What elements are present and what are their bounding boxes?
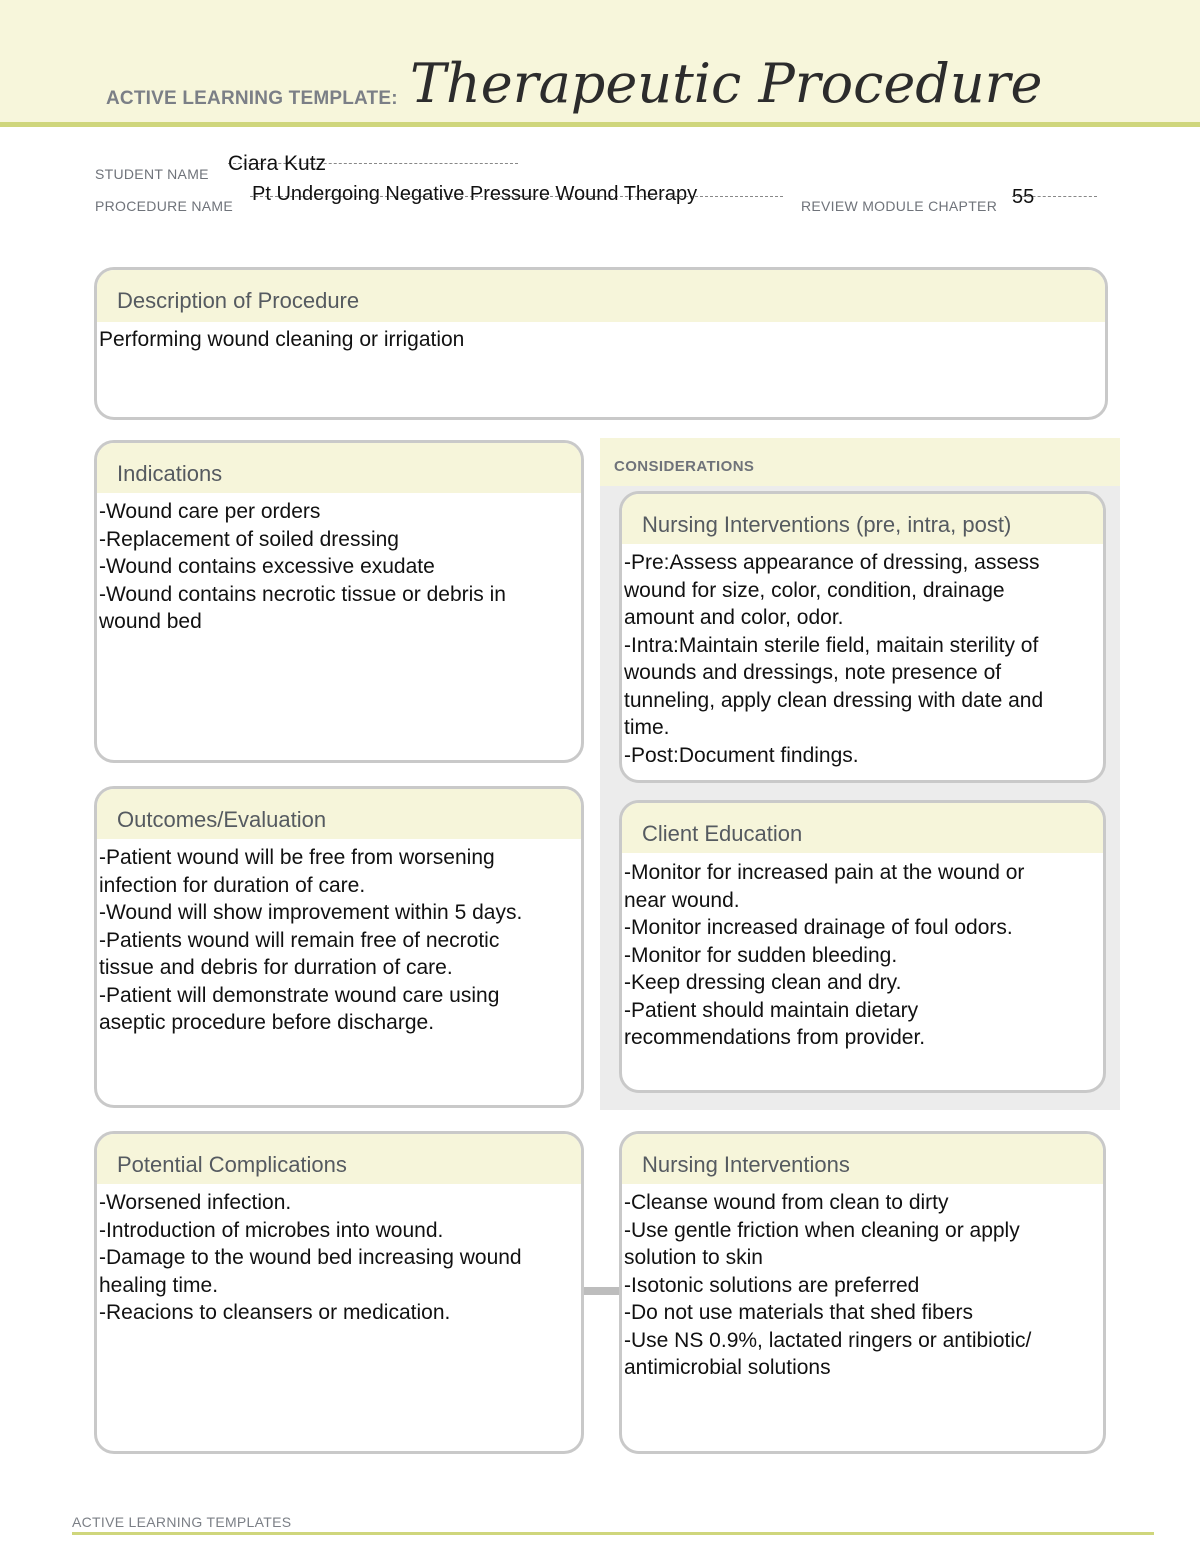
list-item: solution to skin (624, 1246, 763, 1269)
considerations-label: CONSIDERATIONS (614, 458, 755, 475)
client-education-body[interactable] (624, 859, 1097, 1052)
description-box (94, 267, 1108, 420)
header-rule (0, 122, 1200, 127)
outcomes-box (94, 786, 584, 1108)
list-item: -Wound will show improvement within 5 days. (99, 901, 523, 924)
list-item: -Replacement of soiled dressing (99, 527, 399, 551)
list-item: -Monitor for sudden bleeding. (624, 943, 898, 967)
list-item: -Patients wound will remain free of necrotic (99, 928, 500, 952)
list-item: -Wound contains excessive exudate (99, 555, 435, 578)
list-item: -Worsened infection. (99, 1191, 292, 1214)
list-item: antimicrobial solutions (624, 1356, 831, 1379)
list-item: -Do not use materials that shed fibers (624, 1301, 974, 1324)
list-item: -Post:Document findings. (624, 743, 859, 767)
procedure-name-field[interactable]: Pt Undergoing Negative Pressure Wound Therapy (252, 183, 698, 205)
description-body[interactable] (99, 326, 1099, 354)
list-item: -Patient wound will be free from worsening (99, 846, 495, 869)
list-item: wound bed (99, 610, 202, 633)
nursing-interventions-phases-title: Nursing Interventions (pre, intra, post) (642, 512, 1012, 537)
student-name-field[interactable]: Ciara Kutz (228, 152, 327, 175)
list-item: time. (624, 716, 670, 739)
list-item: -Patient will demonstrate wound care using (99, 983, 500, 1007)
footer-rule (72, 1532, 1154, 1535)
nursing-interventions-phases-box (619, 491, 1106, 783)
complications-title: Potential Complications (117, 1152, 347, 1177)
client-education-title: Client Education (642, 821, 803, 846)
list-item: -Monitor for increased pain at the wound or (624, 861, 1025, 884)
list-item: -Patient should maintain dietary (624, 998, 919, 1022)
indications-box (94, 440, 584, 763)
box-connector (582, 1287, 620, 1295)
template-label: ACTIVE LEARNING TEMPLATE: (106, 88, 398, 109)
procedure-name-label: PROCEDURE NAME (95, 198, 233, 214)
list-item: -Use NS 0.9%, lactated ringers or antibiotic/ (624, 1328, 1032, 1352)
list-item: wound for size, color, condition, drainage (624, 578, 1005, 602)
list-item: healing time. (99, 1273, 219, 1297)
review-module-field[interactable]: 55 (1012, 186, 1035, 208)
list-item: aseptic procedure before discharge. (99, 1011, 435, 1034)
review-module-label: REVIEW MODULE CHAPTER (801, 198, 998, 214)
footer-label: ACTIVE LEARNING TEMPLATES (72, 1514, 292, 1530)
list-item: -Pre:Assess appearance of dressing, assess (624, 551, 1040, 574)
list-item: wounds and dressings, note presence of (624, 661, 1002, 684)
outcomes-title: Outcomes/Evaluation (117, 807, 327, 832)
list-item: -Damage to the wound bed increasing wound (99, 1246, 522, 1269)
list-item: tissue and debris for durration of care. (99, 956, 453, 979)
client-education-box (619, 800, 1106, 1093)
list-item: -Intra:Maintain sterile field, maitain sterility of (624, 633, 1039, 657)
list-item: -Monitor increased drainage of foul odors. (624, 916, 1013, 939)
list-item: infection for duration of care. (99, 873, 366, 897)
nursing-interventions-title: Nursing Interventions (642, 1152, 850, 1177)
list-item: Performing wound cleaning or irrigation (99, 328, 465, 351)
indications-body[interactable] (99, 498, 575, 636)
list-item: -Keep dressing clean and dry. (624, 971, 902, 994)
complications-box (94, 1131, 584, 1454)
list-item: -Use gentle friction when cleaning or apply (624, 1218, 1020, 1242)
nursing-interventions-phases-body[interactable] (624, 549, 1097, 769)
list-item: -Wound care per orders (99, 500, 321, 523)
list-item: -Isotonic solutions are preferred (624, 1273, 920, 1297)
list-item: -Wound contains necrotic tissue or debris in (99, 582, 506, 606)
list-item: -Cleanse wound from clean to dirty (624, 1191, 949, 1214)
description-title: Description of Procedure (117, 288, 360, 313)
list-item: -Introduction of microbes into wound. (99, 1218, 444, 1242)
complications-body[interactable] (99, 1189, 575, 1327)
nursing-interventions-body[interactable] (624, 1189, 1097, 1382)
list-item: -Reacions to cleansers or medication. (99, 1301, 451, 1324)
page-title: Therapeutic Procedure (410, 52, 1043, 115)
list-item: amount and color, odor. (624, 606, 844, 629)
list-item: tunneling, apply clean dressing with date and (624, 688, 1044, 712)
nursing-interventions-box (619, 1131, 1106, 1454)
student-name-label: STUDENT NAME (95, 166, 209, 182)
indications-title: Indications (117, 461, 223, 486)
list-item: near wound. (624, 888, 740, 912)
outcomes-body[interactable] (99, 844, 575, 1037)
list-item: recommendations from provider. (624, 1026, 926, 1049)
